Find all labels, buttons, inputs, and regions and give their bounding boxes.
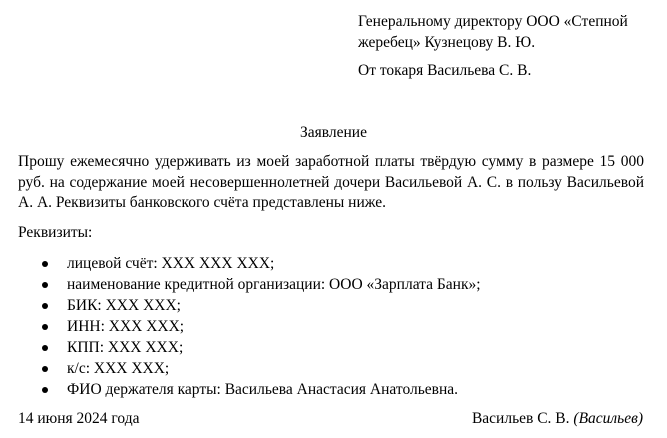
- signer-name: Васильев С. В.: [471, 410, 570, 427]
- list-item: [0, 316, 481, 337]
- document-date: 14 июня 2024 года: [18, 410, 140, 427]
- list-item: [0, 295, 481, 316]
- list-item: [0, 358, 481, 379]
- list-item: [0, 253, 481, 274]
- list-item-text: ФИО держателя карты: Васильева Анастасия Анатольевна.: [67, 381, 459, 398]
- list-item-text: ИНН: ХХХ ХХХ;: [67, 318, 185, 335]
- bullet-icon: [42, 324, 48, 330]
- bullet-icon: [42, 366, 48, 372]
- document-title: Заявление: [300, 124, 367, 141]
- signature-block: [472, 408, 643, 429]
- list-item: [0, 337, 481, 358]
- list-item-text: к/с: ХХХ ХХХ;: [67, 360, 170, 377]
- bank-details-list: [0, 253, 481, 400]
- list-item: [0, 379, 481, 400]
- bank-details-label: Реквизиты:: [18, 224, 93, 241]
- addressee-block: Генеральному директору ООО «Степной жеребец» Кузнецову В. Ю.: [358, 13, 628, 51]
- bullet-icon: [42, 345, 48, 351]
- list-item-text: лицевой счёт: ХХХ ХХХ ХХХ;: [67, 255, 275, 272]
- bullet-icon: [42, 303, 48, 309]
- list-item: [0, 274, 481, 295]
- list-item-text: БИК: ХХХ ХХХ;: [67, 297, 181, 314]
- list-item-text: КПП: ХХХ ХХХ;: [67, 339, 184, 356]
- bullet-icon: [42, 387, 48, 393]
- bullet-icon: [42, 261, 48, 267]
- request-paragraph: Прошу ежемесячно удерживать из моей заработной платы твёрдую сумму в размере 15 000 руб. на содержание моей несовершеннолетней дочери Васильевой А. С. в пользу Васильевой А. А. Реквизиты банковского счёта представлены ниже.: [18, 153, 644, 211]
- list-item-text: наименование кредитной организации: ООО «Зарплата Банк»;: [67, 276, 481, 293]
- bullet-icon: [42, 282, 48, 288]
- sender-line: От токаря Васильева С. В.: [358, 62, 532, 79]
- signature-text: (Васильев): [573, 410, 643, 427]
